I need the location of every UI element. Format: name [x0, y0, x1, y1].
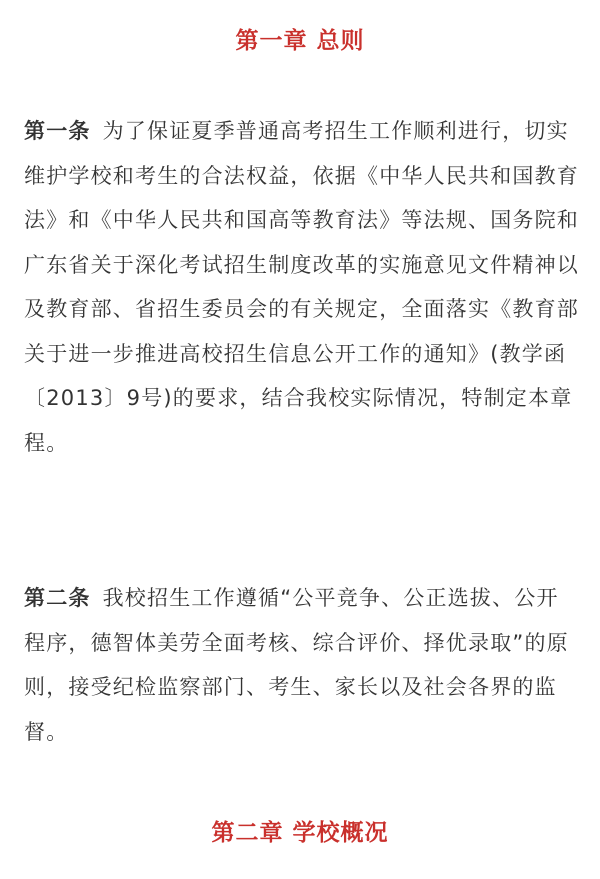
- article-1: [24, 109, 580, 465]
- article-text: 我校招生工作遵循“公平竞争、公正选拔、公开程序，德智体美劳全面考核、综合评价、择优录取”的原则，接受纪检监察部门、考生、家长以及社会各界的监督。: [24, 586, 569, 744]
- article-number: 第二条: [24, 586, 91, 610]
- article-2: [24, 576, 580, 754]
- chapter-heading-general-provisions: 第一章 总则: [235, 28, 365, 54]
- article-number: 第一条: [24, 119, 91, 143]
- article-text: 为了保证夏季普通高考招生工作顺利进行，切实维护学校和考生的合法权益，依据《中华人民共和国教育法》和《中华人民共和国高等教育法》等法规、国务院和广东省关于深化考试招生制度改革的实施意见文件精神以及教育部、省招生委员会的有关规定，全面落实《教育部关于进一步推进高校招生信息公开工作的通知》(教学函〔2013〕9号)的要求，结合我校实际情况，特制定本章程。: [24, 119, 579, 455]
- chapter-heading-school-overview: 第二章 学校概况: [211, 820, 389, 846]
